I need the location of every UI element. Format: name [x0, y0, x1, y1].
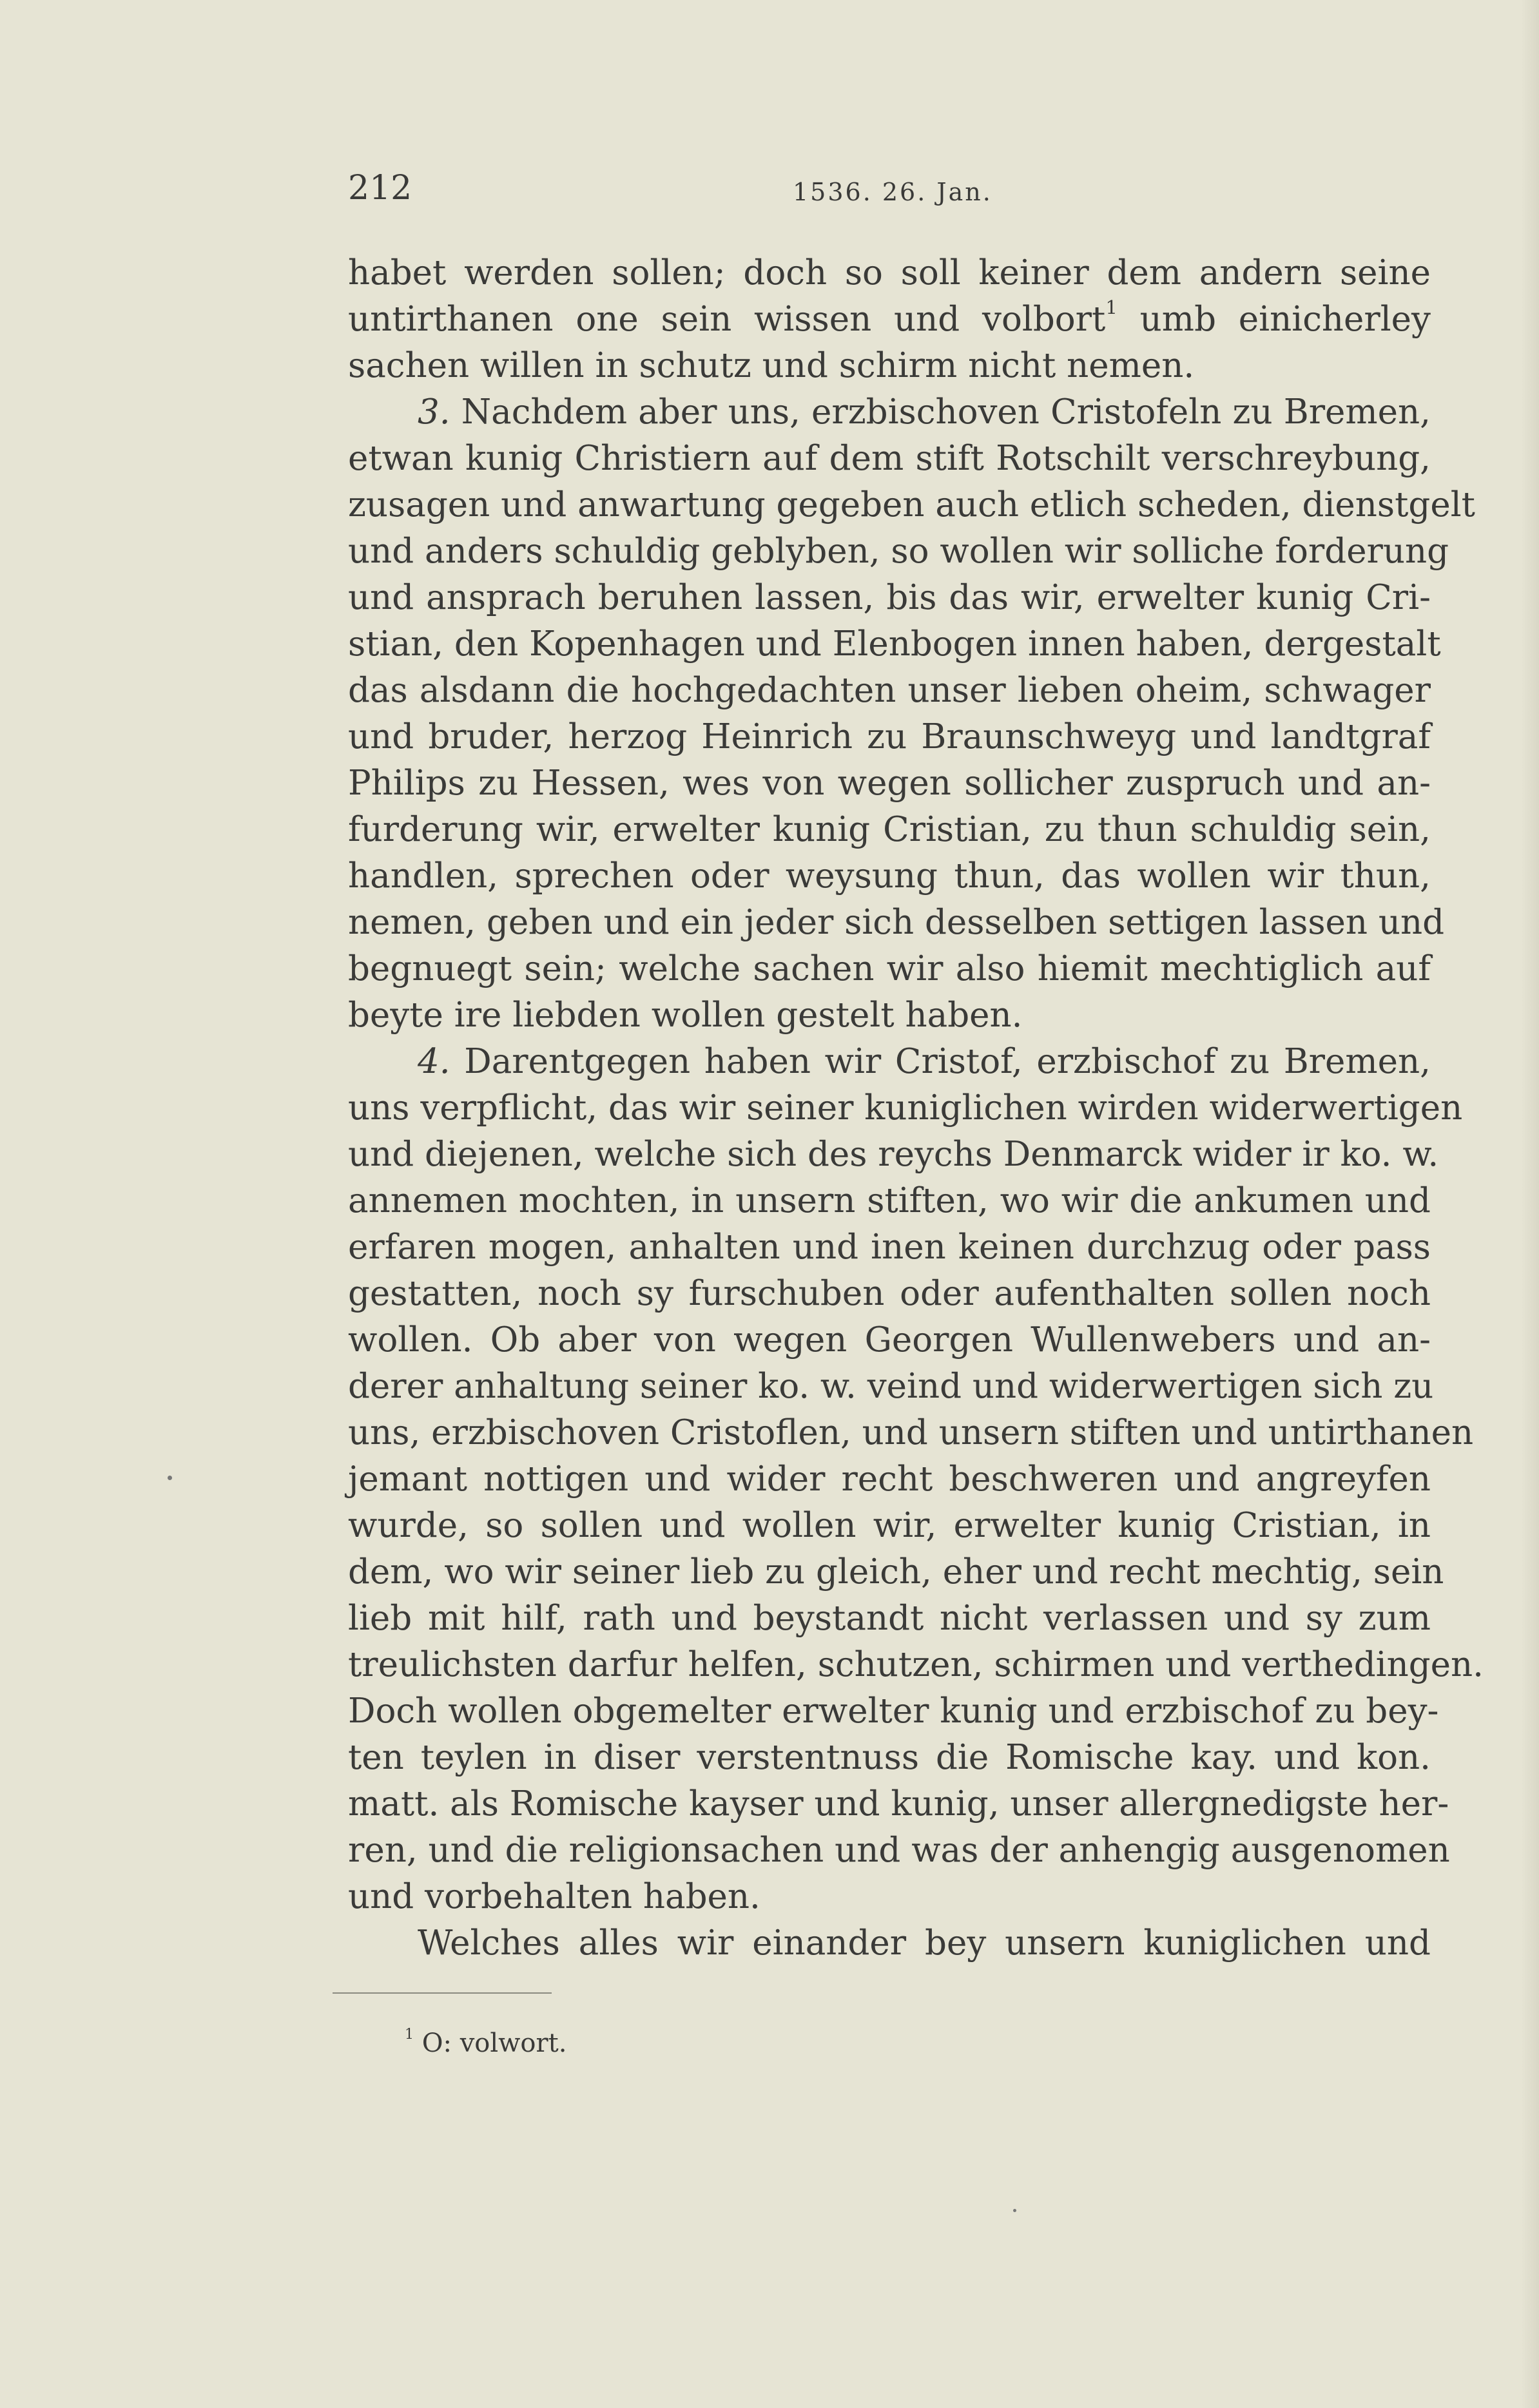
text-line: jemant nottigen und wider recht beschweren und angreyfen — [348, 1459, 1431, 1499]
text-line: wollen. Ob aber von wegen Georgen Wullenwebers und an- — [348, 1320, 1431, 1360]
text-line: habet werden sollen; doch so soll keiner dem andern seine — [348, 253, 1431, 293]
text-line: untirthanen one sein wissen und volbort$^1$ umb einicherley — [348, 296, 1431, 339]
text-line: zusagen und anwartung gegeben auch etlich scheden, dienstgelt — [348, 485, 1475, 525]
text-line: 3. Nachdem aber uns, erzbischoven Cristofeln zu Bremen, — [418, 392, 1431, 432]
text-line: treulichsten darfur helfen, schutzen, schirmen und verthedingen. — [348, 1645, 1484, 1684]
text-line: etwan kunig Christiern auf dem stift Rotschilt verschreybung, — [348, 439, 1431, 478]
footnote-text: O: volwort. — [421, 2028, 567, 2058]
text-line: ten teylen in diser verstentnuss die Romische kay. und kon. — [348, 1738, 1431, 1777]
text-line: sachen willen in schutz und schirm nicht nemen. — [348, 346, 1195, 385]
text-line: begnuegt sein; welche sachen wir also hiemit mechtiglich auf — [348, 949, 1431, 988]
page-edge-shadow — [1521, 0, 1539, 2408]
footnote-separator — [333, 1992, 552, 1994]
text-line: handlen, sprechen oder weysung thun, das wollen wir thun, — [348, 856, 1431, 896]
text-line: und anders schuldig geblyben, so wollen wir solliche forderung — [348, 532, 1449, 571]
text-line: Doch wollen obgemelter erwelter kunig und erzbischof zu bey- — [348, 1691, 1439, 1731]
text-line: das alsdann die hochgedachten unser lieben oheim, schwager — [348, 671, 1431, 710]
section-number: 3. — [418, 392, 450, 432]
main-text — [348, 250, 1484, 1967]
text-line: uns verpflicht, das wir seiner kuniglichen wirden widerwertigen — [348, 1088, 1463, 1128]
text-line: wurde, so sollen und wollen wir, erwelter kunig Cristian, in — [348, 1506, 1431, 1545]
text-line: derer anhaltung seiner ko. w. veind und widerwertigen sich zu — [348, 1367, 1434, 1406]
text-line: und bruder, herzog Heinrich zu Braunschweyg und landtgraf — [348, 717, 1431, 756]
text-line: ren, und die religionsachen und was der anhengig ausgenomen — [348, 1831, 1450, 1870]
text-line: gestatten, noch sy furschuben oder aufenthalten sollen noch — [348, 1274, 1431, 1313]
section-number: 4. — [418, 1042, 450, 1081]
paper-speck — [1013, 2209, 1016, 2212]
text-line: 4. Darentgegen haben wir Cristof, erzbischof zu Bremen, — [418, 1042, 1431, 1081]
text-line: und diejenen, welche sich des reychs Denmarck wider ir ko. w. — [348, 1135, 1439, 1174]
text-line: matt. als Romische kayser und kunig, unser allergnedigste her- — [348, 1784, 1449, 1824]
text-line: annemen mochten, in unsern stiften, wo wir die ankumen und — [348, 1181, 1431, 1220]
text-line: furderung wir, erwelter kunig Cristian, zu thun schuldig sein, — [348, 810, 1431, 849]
text-line: dem, wo wir seiner lieb zu gleich, eher und recht mechtig, sein — [348, 1552, 1444, 1592]
paper-speck — [168, 1476, 172, 1480]
running-head-date: 1536. 26. Jan. — [793, 178, 992, 206]
text-line: stian, den Kopenhagen und Elenbogen innen haben, dergestalt — [348, 624, 1441, 664]
text-line: uns, erzbischoven Cristoflen, und unsern stiften und untirthanen — [348, 1413, 1474, 1452]
footnote-marker: 1 — [405, 2027, 414, 2043]
page-header — [348, 169, 1431, 214]
page-number: 212 — [348, 169, 412, 207]
text-line: Philips zu Hessen, wes von wegen sollicher zuspruch und an- — [348, 764, 1431, 803]
text-line: und ansprach beruhen lassen, bis das wir, erwelter kunig Cri- — [348, 578, 1431, 617]
footnote-reference: 1 — [1105, 296, 1118, 318]
text-line: beyte ire liebden wollen gestelt haben. — [348, 996, 1023, 1035]
text-line: lieb mit hilf, rath und beystandt nicht verlassen und sy zum — [348, 1599, 1431, 1638]
text-line: und vorbehalten haben. — [348, 1877, 760, 1916]
text-line: Welches alles wir einander bey unsern kuniglichen und — [418, 1923, 1431, 1963]
text-line: nemen, geben und ein jeder sich desselben settigen lassen und — [348, 903, 1445, 942]
text-line: erfaren mogen, anhalten und inen keinen durchzug oder pass — [348, 1228, 1431, 1267]
footnote — [405, 2028, 566, 2058]
